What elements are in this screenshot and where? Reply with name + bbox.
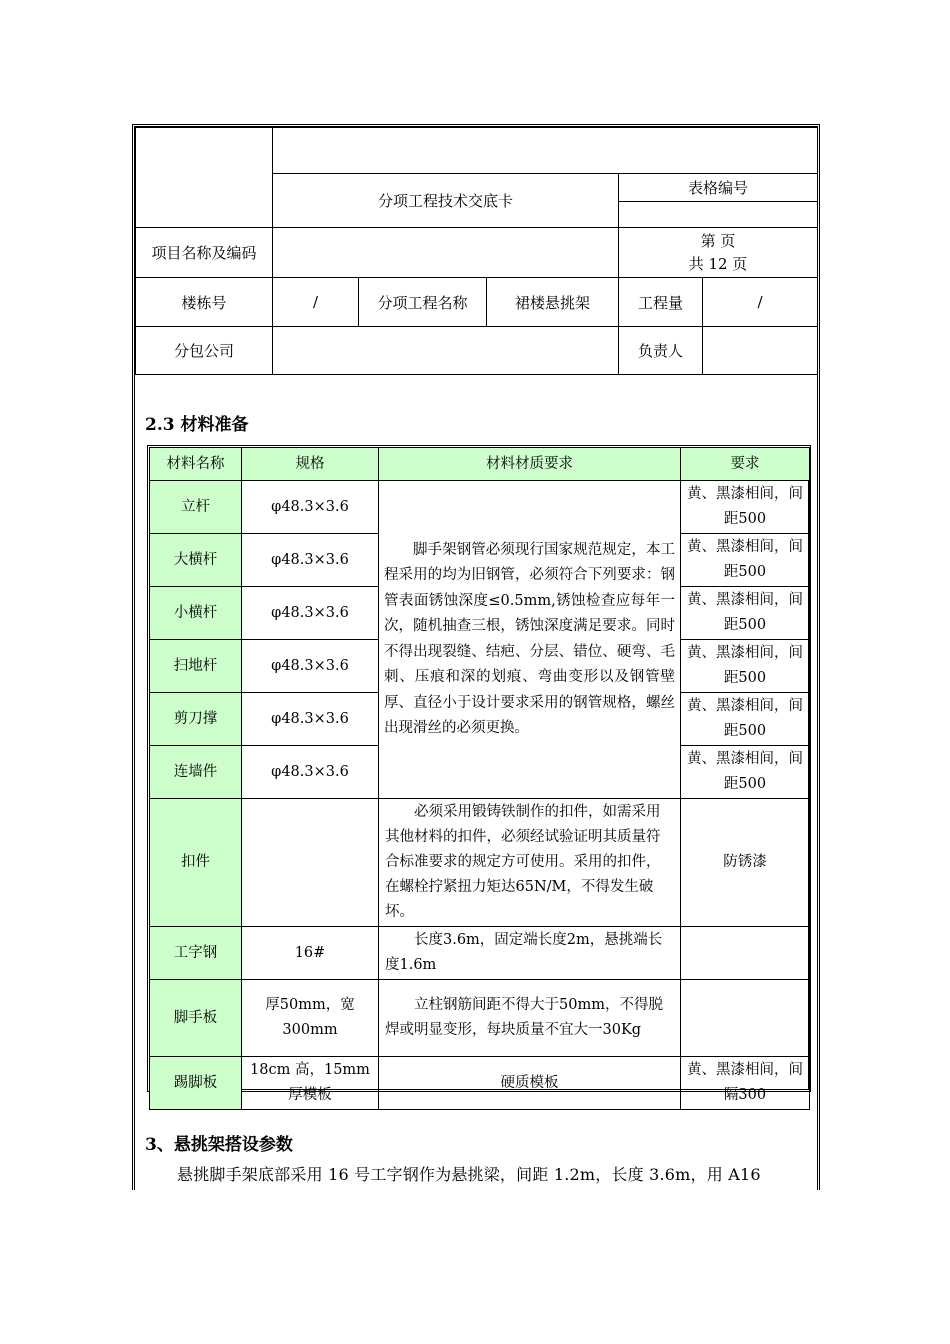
material-spec: 16#	[242, 927, 379, 980]
material-name: 扫地杆	[150, 640, 242, 693]
section-3-title: 3、悬挑架搭设参数	[145, 1135, 293, 1155]
material-requirement: 黄、黑漆相间，间距500	[681, 746, 810, 799]
section-3-paragraph: 悬挑脚手架底部采用 16 号工字钢作为悬挑梁，间距 1.2m，长度 3.6m，用 A16	[177, 1165, 761, 1184]
material-requirement: 黄、黑漆相间，间距500	[681, 534, 810, 587]
subcontractor-value	[273, 327, 619, 375]
material-name: 小横杆	[150, 587, 242, 640]
col-header-material: 材料材质要求	[379, 448, 681, 481]
material-requirement: 黄、黑漆相间，间距500	[681, 587, 810, 640]
material-name: 扣件	[150, 799, 242, 927]
building-value: /	[273, 278, 359, 327]
material-quality: 必须采用锻铸铁制作的扣件，如需采用其他材料的扣件，必须经试验证明其质量符合标准要求的规定方可使用。采用的扣件，在螺栓拧紧扭力矩达65N/M，不得发生破坏。	[379, 799, 681, 927]
material-name: 脚手板	[150, 980, 242, 1057]
col-header-spec: 规格	[242, 448, 379, 481]
material-spec	[242, 799, 379, 927]
logo-cell	[136, 128, 273, 228]
pipe-material-requirement: 脚手架钢管必须现行国家规范规定，本工程采用的均为旧钢管，必须符合下列要求：钢管表面锈蚀深度≤0.5mm,锈蚀检查应每年一次，随机抽查三根，锈蚀深度满足要求。同时不得出现裂缝、结疤、分层、错位、硬弯、毛刺、压痕和深的划痕、弯曲变形以及钢管壁厚、直径小于设计要求采用的钢管规格，螺丝出现滑丝的必须更换。	[379, 481, 681, 799]
material-spec: 18cm 高，15mm 厚模板	[242, 1057, 379, 1110]
quantity-label: 工程量	[619, 278, 703, 327]
material-spec: φ48.3×3.6	[242, 693, 379, 746]
material-name: 立杆	[150, 481, 242, 534]
sub-project-label: 分项工程名称	[359, 278, 487, 327]
card-title: 分项工程技术交底卡	[273, 174, 619, 228]
form-no-value	[619, 202, 818, 228]
section-2-3-title: 2.3 材料准备	[145, 415, 249, 435]
col-header-name: 材料名称	[150, 448, 242, 481]
sub-project-value: 裙楼悬挑架	[487, 278, 619, 327]
form-no-label: 表格编号	[619, 174, 818, 202]
material-name: 工字钢	[150, 927, 242, 980]
material-requirement	[681, 927, 810, 980]
material-spec: φ48.3×3.6	[242, 746, 379, 799]
material-spec: φ48.3×3.6	[242, 587, 379, 640]
project-value	[273, 228, 619, 278]
page-label: 第 页	[700, 231, 736, 250]
material-spec: 厚50mm，宽300mm	[242, 980, 379, 1057]
total-pages: 共 12 页	[688, 254, 748, 273]
material-table	[149, 447, 810, 1110]
material-spec: φ48.3×3.6	[242, 640, 379, 693]
material-requirement: 黄、黑漆相间，间距500	[681, 640, 810, 693]
page-info	[619, 228, 818, 278]
material-name: 剪刀撑	[150, 693, 242, 746]
material-name: 连墙件	[150, 746, 242, 799]
quantity-value: /	[703, 278, 818, 327]
material-name: 踢脚板	[150, 1057, 242, 1110]
material-spec: φ48.3×3.6	[242, 534, 379, 587]
material-requirement: 防锈漆	[681, 799, 810, 927]
material-requirement	[681, 980, 810, 1057]
header-table	[135, 127, 818, 375]
material-spec: φ48.3×3.6	[242, 481, 379, 534]
material-name: 大横杆	[150, 534, 242, 587]
subcontractor-label: 分包公司	[136, 327, 273, 375]
col-header-requirement: 要求	[681, 448, 810, 481]
material-quality: 长度3.6m，固定端长度2m，悬挑端长度1.6m	[379, 927, 681, 980]
material-requirement: 黄、黑漆相间，间距500	[681, 693, 810, 746]
building-label: 楼栋号	[136, 278, 273, 327]
person-value	[703, 327, 818, 375]
project-label: 项目名称及编码	[136, 228, 273, 278]
blank-top-cell	[273, 128, 818, 174]
material-requirement: 黄、黑漆相间，间距500	[681, 481, 810, 534]
material-requirement: 黄、黑漆相间，间隔300	[681, 1057, 810, 1110]
material-quality: 硬质模板	[379, 1057, 681, 1110]
person-label: 负责人	[619, 327, 703, 375]
material-quality: 立柱钢筋间距不得大于50mm，不得脱焊或明显变形，每块质量不宜大一30Kg	[379, 980, 681, 1057]
